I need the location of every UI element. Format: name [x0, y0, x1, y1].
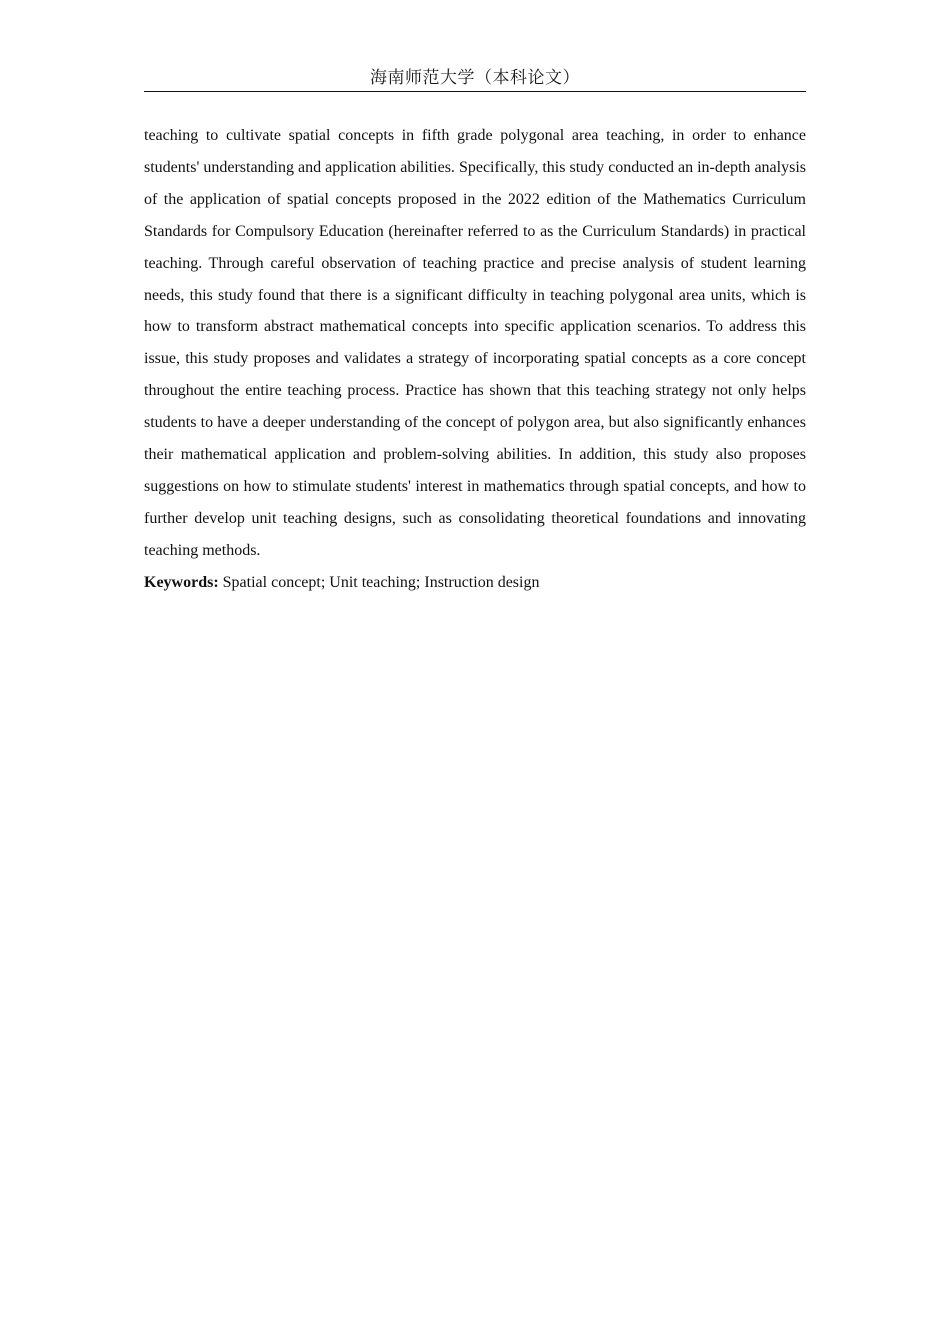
keywords-label: Keywords: [144, 574, 219, 591]
header-rule [144, 91, 806, 92]
keywords-value: Spatial concept; Unit teaching; Instruction design [218, 574, 540, 591]
running-header: 海南师范大学（本科论文） [370, 68, 580, 88]
abstract-paragraph: teaching to cultivate spatial concepts in fifth grade polygonal area teaching, in order to enhance students' understanding and application abilities. Specifically, this study conducted an in-depth analysis of the application of spatial concepts proposed in the 2022 edition of the Mathematics Curriculum Standards for Compulsory Education (hereinafter referred to as the Curriculum Standards) in practical teaching. Through careful observation of teaching practice and precise analysis of student learning needs, this study found that there is a significant difficulty in teaching polygonal area units, which is how to transform abstract mathematical concepts into specific application scenarios. To address this issue, this study proposes and validates a strategy of incorporating spatial concepts as a core concept throughout the entire teaching process. Practice has shown that this teaching strategy not only helps students to have a deeper understanding of the concept of polygon area, but also significantly enhances their mathematical application and problem-solving abilities. In addition, this study also proposes suggestions on how to stimulate students' interest in mathematics through spatial concepts, and how to further develop unit teaching designs, such as consolidating theoretical foundations and innovating teaching methods. [144, 127, 806, 559]
keywords-line [144, 567, 806, 599]
